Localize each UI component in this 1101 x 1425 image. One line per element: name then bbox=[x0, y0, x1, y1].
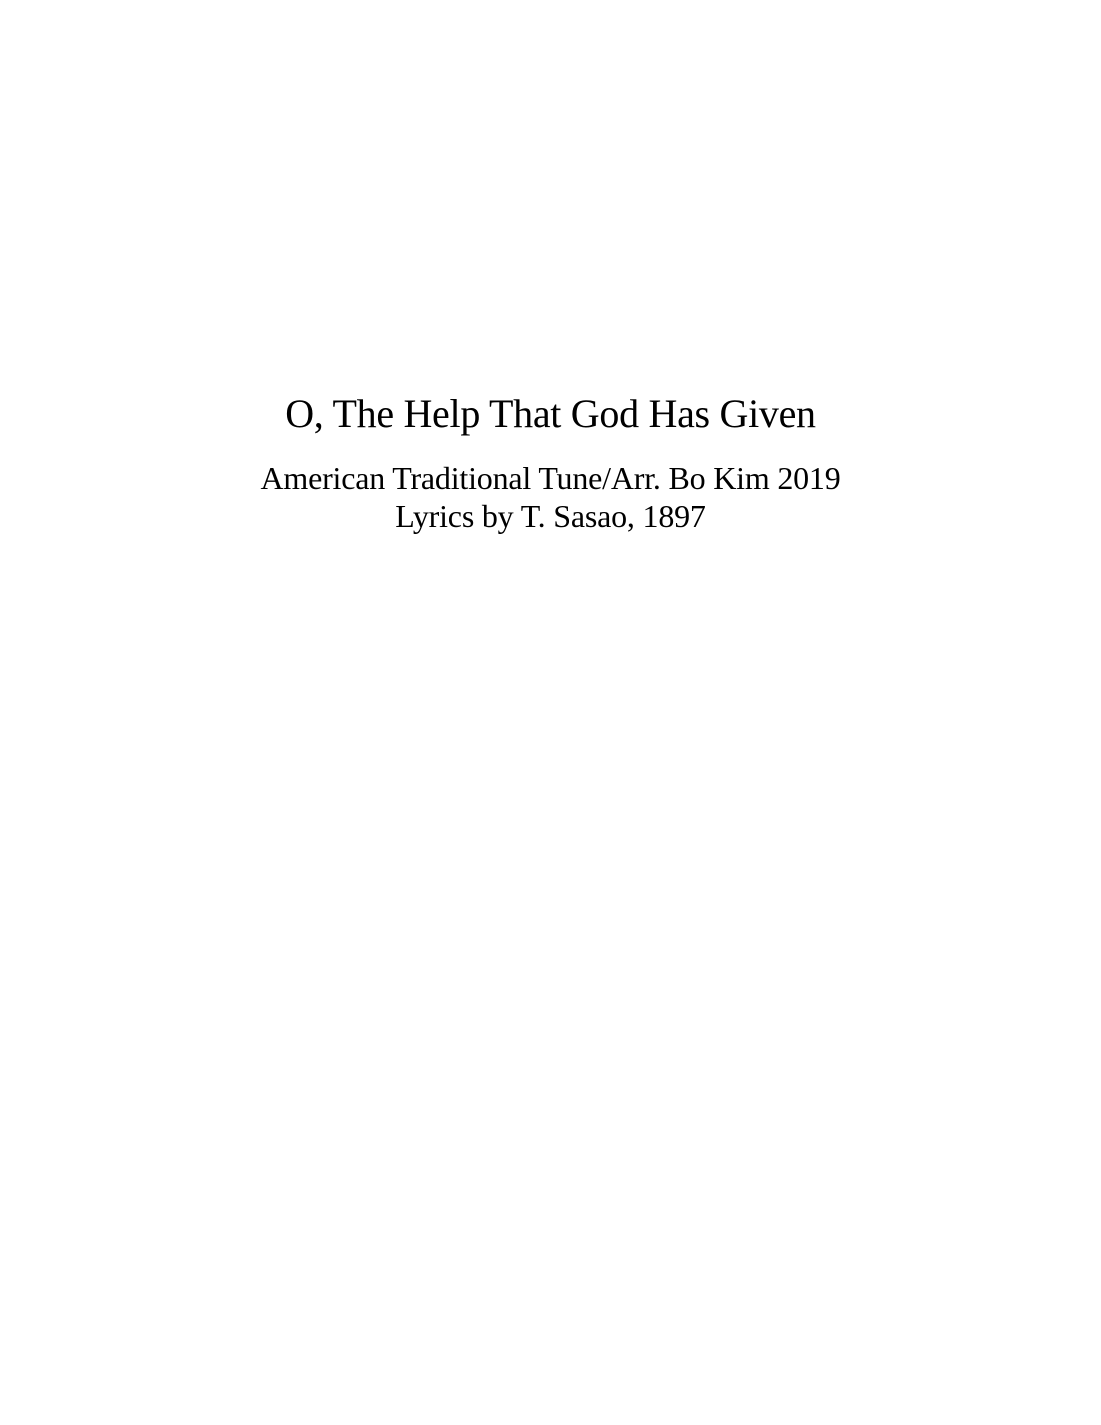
credits bbox=[0, 459, 1101, 535]
lyrics-credit: Lyrics by T. Sasao, 1897 bbox=[395, 498, 706, 534]
title-block bbox=[0, 388, 1101, 535]
song-title: O, The Help That God Has Given bbox=[285, 391, 816, 436]
arrangement-credit: American Traditional Tune/Arr. Bo Kim 2019 bbox=[260, 460, 841, 496]
